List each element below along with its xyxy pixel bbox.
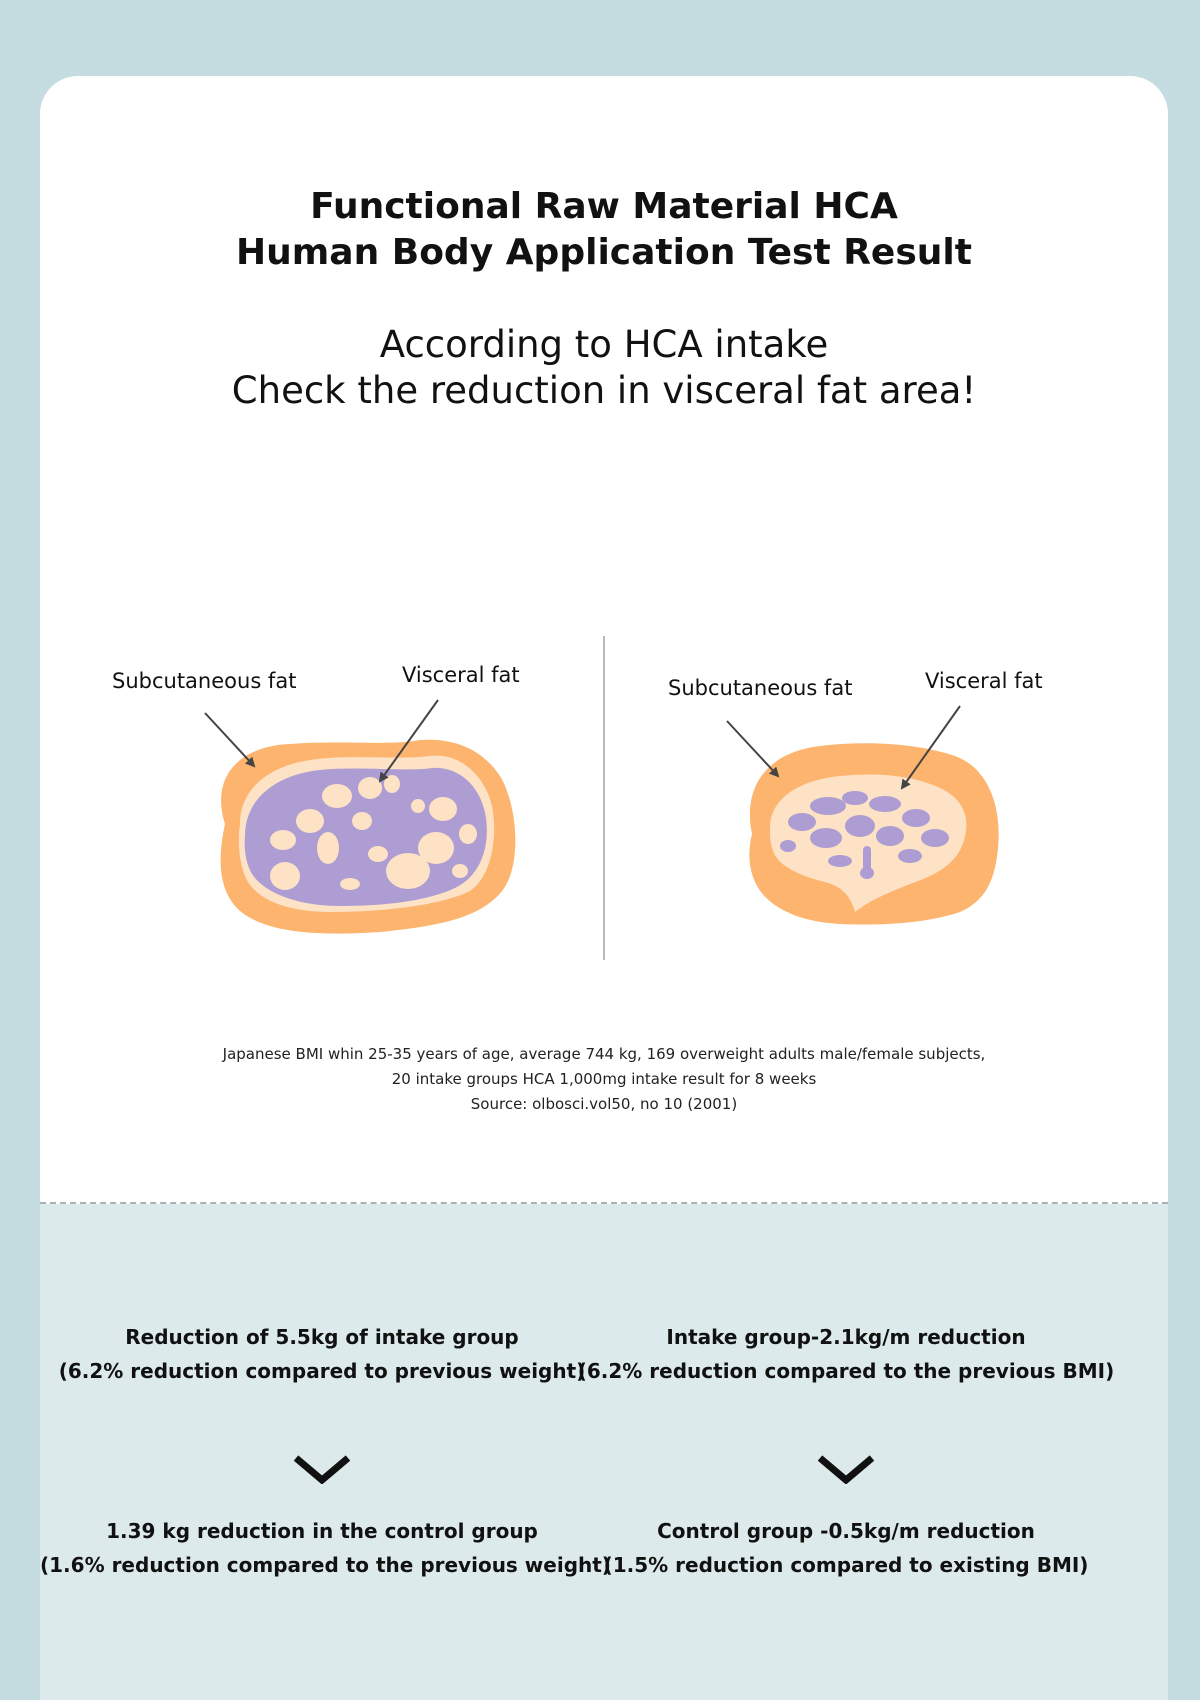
weight-results-column (40, 1204, 611, 1700)
left-cross-section (205, 700, 515, 934)
notes-line-2: 20 intake groups HCA 1,000mg intake result for 8 weeks (391, 1070, 817, 1088)
right-visceral-label: Visceral fat (925, 669, 1043, 693)
chevron-down-icon (40, 1454, 604, 1488)
left-subcutaneous-label: Subcutaneous fat (112, 669, 297, 693)
bmi-results-column (564, 1204, 1128, 1700)
left-subcutaneous-arrow (205, 713, 254, 766)
study-notes (40, 1042, 1168, 1117)
control-bmi-result: Control group -0.5kg/m reduction (1.5% reduction compared to existing BMI) (603, 1519, 1089, 1577)
left-visceral-label: Visceral fat (402, 663, 520, 687)
notes-line-3: Source: olbosci.vol50, no 10 (2001) (470, 1095, 738, 1113)
subtitle-line-1: According to HCA intake (379, 323, 829, 366)
right-cross-section (727, 706, 999, 925)
results-panel (40, 1204, 1168, 1700)
section-divider (40, 1202, 1168, 1204)
chevron-down-icon (564, 1454, 1128, 1488)
intake-bmi-result: Intake group-2.1kg/m reduction (6.2% reduction compared to the previous BMI) (577, 1325, 1115, 1383)
right-subcutaneous-arrow (727, 721, 778, 776)
subtitle-line-2: Check the reduction in visceral fat area! (231, 369, 977, 412)
title-line-2: Human Body Application Test Result (236, 232, 972, 273)
intake-weight-result: Reduction of 5.5kg of intake group (6.2% reduction compared to previous weight) (58, 1325, 586, 1383)
title-line-1: Functional Raw Material HCA (310, 186, 898, 227)
fat-cross-section-diagram (40, 76, 1168, 1076)
control-weight-result: 1.39 kg reduction in the control group (1.6% reduction compared to the previous weight) (40, 1519, 611, 1577)
right-subcutaneous-label: Subcutaneous fat (668, 676, 853, 700)
notes-line-1: Japanese BMI whin 25-35 years of age, average 744 kg, 169 overweight adults male/female subjects, (222, 1045, 986, 1063)
